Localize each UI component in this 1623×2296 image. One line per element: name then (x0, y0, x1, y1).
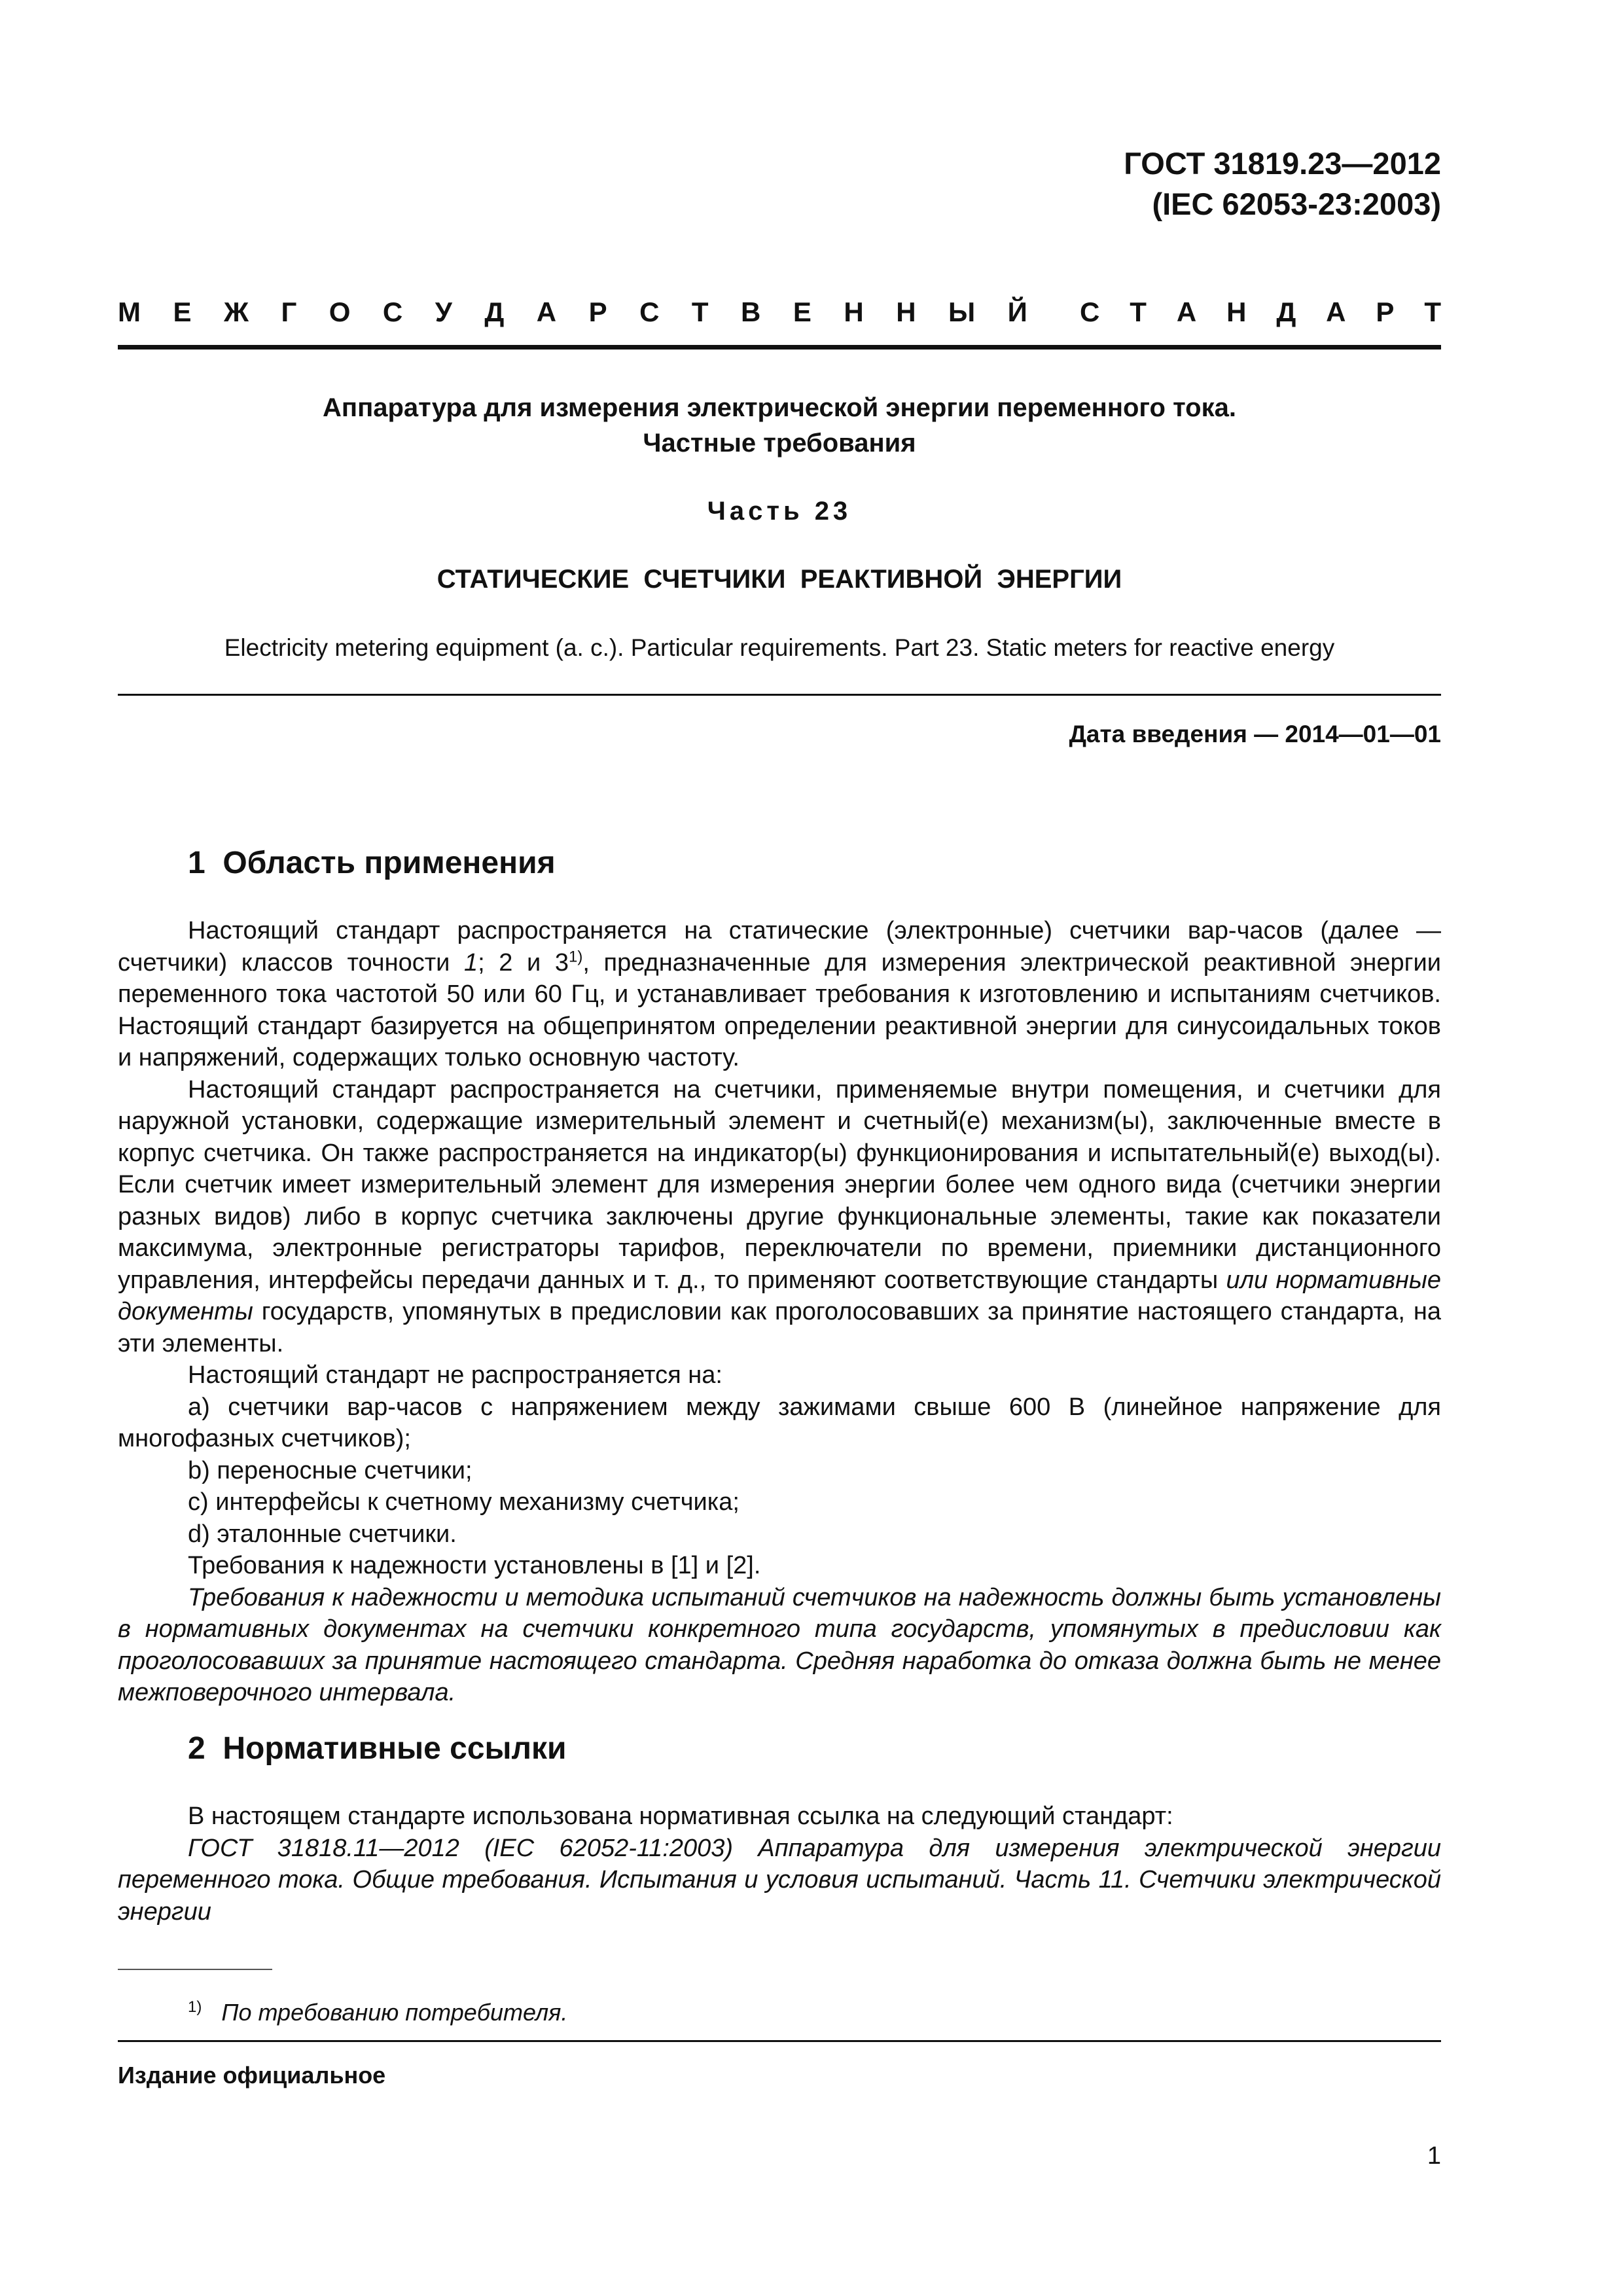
title-line-2: Частные требования (643, 429, 916, 457)
gost-number: ГОСТ 31819.23—2012 (1124, 146, 1441, 181)
introduction-date: Дата введения — 2014—01—01 (1069, 721, 1441, 747)
section-2-body (118, 1801, 1441, 1928)
title-rule (118, 694, 1441, 696)
iec-number: (IEC 62053-23:2003) (1152, 187, 1441, 221)
normative-intro: В настоящем стандарте использована нормативная ссылка на следующий стандарт: (188, 1803, 1173, 1830)
exclusion-item-a: a) счетчики вар-часов с напряжением между зажимами свыше 600 В (линейное напряжение для многофазных счетчиков); (118, 1393, 1441, 1452)
edition-note: Издание официальное (118, 2062, 386, 2089)
part-number: Часть 23 (707, 497, 852, 526)
page-number: 1 (1427, 2142, 1441, 2170)
footnote-text: По требованию потребителя. (221, 1999, 568, 2026)
exclusion-item-c: c) интерфейсы к счетному механизму счетчика; (188, 1488, 740, 1516)
english-title: Electricity metering equipment (a. c.). Particular requirements. Part 23. Static meters for reactive energy (224, 634, 1335, 661)
footer-rule (118, 2040, 1441, 2042)
scope-paragraph-2: Настоящий стандарт распространяется на счетчики, применяемые внутри помещения, и счетчики для наружной установки, содержащие измерительный элемент и счетный(е) механизм(ы), заключенные вместе в корпус счетчика. Он также распространяется на индикатор(ы) функционирования и испытательный(е) выход(ы). Если счетчик имеет измерительный элемент для измерения энергии более чем одного вида (счетчики энергии разных видов) либо в корпус счетчика заключены другие функциональные элементы, такие как показатели максимума, электронные регистраторы тарифов, переключатели по времени, приемники дистанционного управления, интерфейсы передачи данных и т. д., то применяют соответствующие стандарты или нормативные документы государств, упомянутых в предисловии как проголосовавших за принятие настоящего стандарта, на эти элементы. (118, 1075, 1441, 1357)
category-right: С Т А Н Д А Р Т (1080, 296, 1441, 327)
reliability-paragraph: Требования к надежности и методика испытаний счетчиков на надежность должны быть установлены в нормативных документах на счетчики конкретного типа государств, упомянутых в предисловии как проголосовавших за принятие настоящего стандарта. Средняя наработка до отказа должна быть не менее межповерочного интервала. (118, 1583, 1441, 1706)
exclusion-item-b: b) переносные счетчики; (188, 1456, 473, 1484)
normative-reference: ГОСТ 31818.11—2012 (IEC 62052-11:2003) Аппаратура для измерения электрической энергии переменного тока. Общие требования. Испытания и условия испытаний. Часть 11. Счетчики электрической энергии (118, 1834, 1441, 1926)
footnote (188, 1992, 567, 2028)
title-line-1: Аппаратура для измерения электрической энергии переменного тока. (323, 393, 1236, 422)
section-1-heading: 1 Область применения (188, 846, 556, 880)
category-left: М Е Ж Г О С У Д А Р С Т В Е Н Н Ы Й (118, 296, 1027, 327)
standard-category (118, 296, 1441, 329)
footnote-marker: 1) (188, 1998, 202, 2016)
exclusion-item-d: d) эталонные счетчики. (188, 1520, 457, 1548)
scope-paragraph-1: Настоящий стандарт распространяется на статические (электронные) счетчики вар-часов (далее — счетчики) классов точности 1; 2 и 3$^{1)}$, предназначенные для измерения электрической реактивной энергии переменного тока частотой 50 или 60 Гц, и устанавливает требования к изготовлению и испытаниям счетчиков. Настоящий стандарт базируется на общепринятом определении реактивной энергии для синусоидальных токов и напряжений, содержащих только основную частоту. (118, 917, 1441, 1071)
footnote-rule (118, 1969, 272, 1970)
reliability-reference: Требования к надежности установлены в [1] и [2]. (188, 1552, 761, 1579)
category-rule (118, 345, 1441, 350)
main-title: СТАТИЧЕСКИЕ СЧЕТЧИКИ РЕАКТИВНОЙ ЭНЕРГИИ (437, 565, 1122, 594)
scope-paragraph-3: Настоящий стандарт не распространяется на: (188, 1361, 722, 1389)
section-1-body (118, 915, 1441, 1709)
section-2-heading: 2 Нормативные ссылки (188, 1731, 567, 1766)
